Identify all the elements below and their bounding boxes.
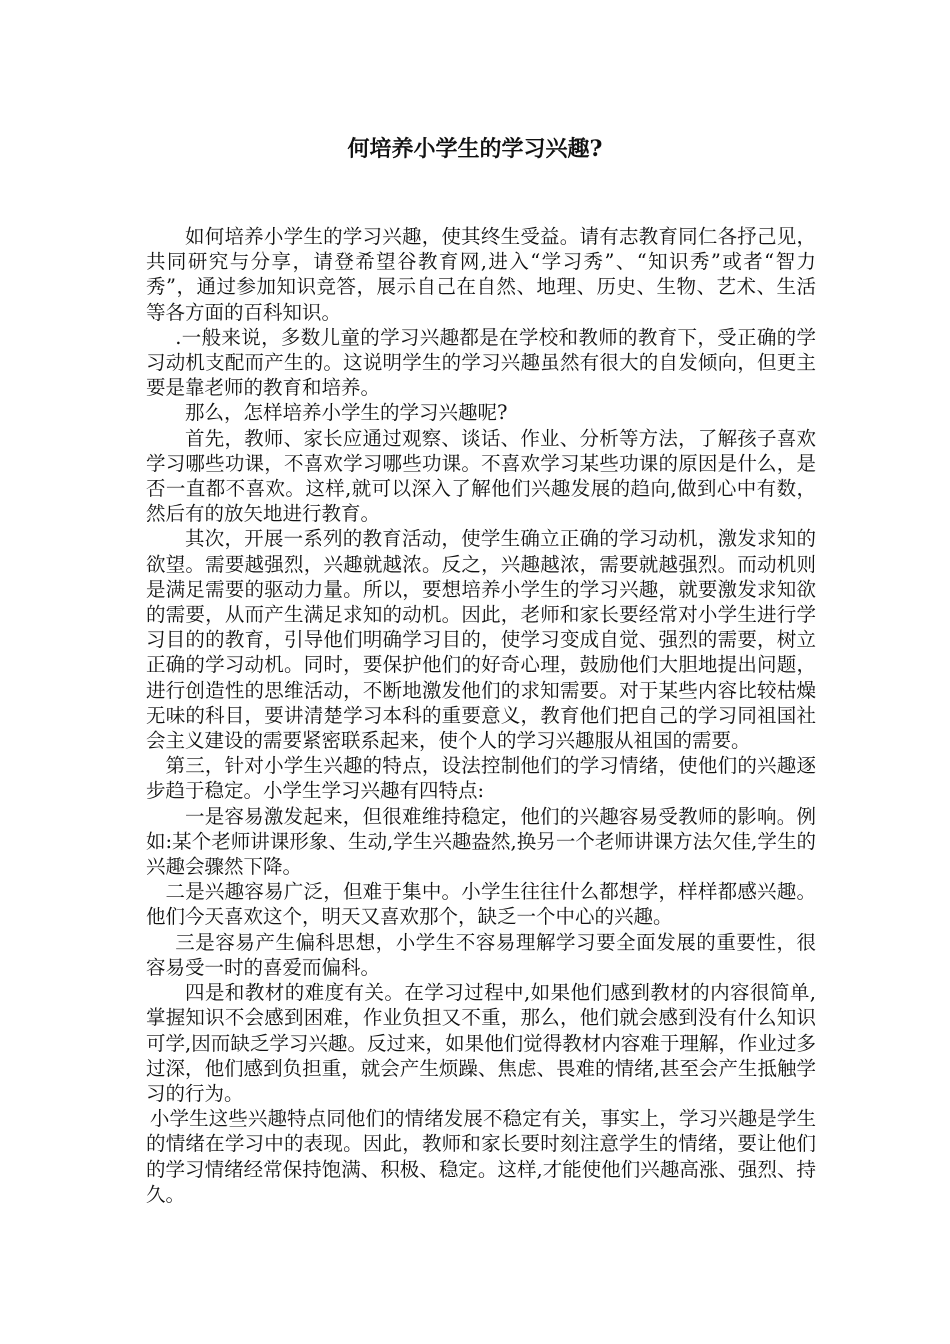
paragraph-third: 第三，针对小学生兴趣的特点，设法控制他们的学习情绪，使他们的兴趣逐步趋于稳定。小学生学习兴趣有四特点:	[146, 754, 816, 803]
paragraph-trait-two: 二是兴趣容易广泛，但难于集中。小学生往往什么都想学，样样都感兴趣。他们今天喜欢这个，明天又喜欢那个，缺乏一个中心的兴趣。	[146, 880, 816, 929]
paragraph-general: .一般来说，多数儿童的学习兴趣都是在学校和教师的教育下，受正确的学习动机支配而产生的。这说明学生的学习兴趣虽然有很大的自发倾向，但更主要是靠老师的教育和培养。	[146, 325, 816, 400]
document-body	[146, 224, 816, 1207]
paragraph-second: 其次，开展一系列的教育活动，使学生确立正确的学习动机，激发求知的欲望。需要越强烈，兴趣就越浓。反之，兴趣越浓，需要就越强烈。而动机则是满足需要的驱动力量。所以，要想培养小学生的学习兴趣，就要激发求知欲的需要，从而产生满足求知的动机。因此，老师和家长要经常对小学生进行学习目的的教育，引导他们明确学习目的，使学习变成自觉、强烈的需要，树立正确的学习动机。同时，要保护他们的好奇心理，鼓励他们大胆地提出问题，进行创造性的思维活动，不断地激发他们的求知需要。对于某些内容比较枯燥无味的科目，要讲清楚学习本科的重要意义，教育他们把自己的学习同祖国社会主义建设的需要紧密联系起来，使个人的学习兴趣服从祖国的需要。	[146, 527, 816, 753]
paragraph-conclusion: 小学生这些兴趣特点同他们的情绪发展不稳定有关，事实上，学习兴趣是学生的情绪在学习中的表现。因此，教师和家长要时刻注意学生的情绪，要让他们的学习情绪经常保持饱满、积极、稳定。这样,才能使他们兴趣高涨、强烈、持久。	[146, 1107, 816, 1206]
paragraph-first: 首先，教师、家长应通过观察、谈话、作业、分析等方法，了解孩子喜欢学习哪些功课，不喜欢学习哪些功课。不喜欢学习某些功课的原因是什么，是否一直都不喜欢。这样,就可以深入了解他们兴趣发展的趋向,做到心中有数，然后有的放矢地进行教育。	[146, 426, 816, 526]
paragraph-trait-four: 四是和教材的难度有关。在学习过程中,如果他们感到教材的内容很简单,掌握知识不会感到困难，作业负担又不重，那么，他们就会感到没有什么知识可学,因而缺乏学习兴趣。反过来，如果他们觉得教材内容难于理解，作业过多过深，他们感到负担重，就会产生烦躁、焦虑、畏难的情绪,甚至会产生抵触学习的行为。	[146, 981, 816, 1105]
paragraph-trait-three: 三是容易产生偏科思想，小学生不容易理解学习要全面发展的重要性，很容易受一时的喜爱而偏科。	[146, 930, 816, 979]
paragraph-trait-one: 一是容易激发起来，但很难维持稳定，他们的兴趣容易受教师的影响。例如:某个老师讲课形象、生动,学生兴趣盎然,换另一个老师讲课方法欠佳,学生的兴趣会骤然下降。	[146, 804, 816, 879]
paragraph-intro: 如何培养小学生的学习兴趣，使其终生受益。请有志教育同仁各抒己见，共同研究与分享，请登希望谷教育网,进入“学习秀”、“知识秀”或者“智力秀”，通过参加知识竞答，展示自己在自然、地理、历史、生物、艺术、生活等各方面的百科知识。	[146, 225, 816, 324]
paragraph-question: 那么，怎样培养小学生的学习兴趣呢?	[185, 401, 508, 425]
document-title: 何培养小学生的学习兴趣?	[347, 136, 603, 162]
